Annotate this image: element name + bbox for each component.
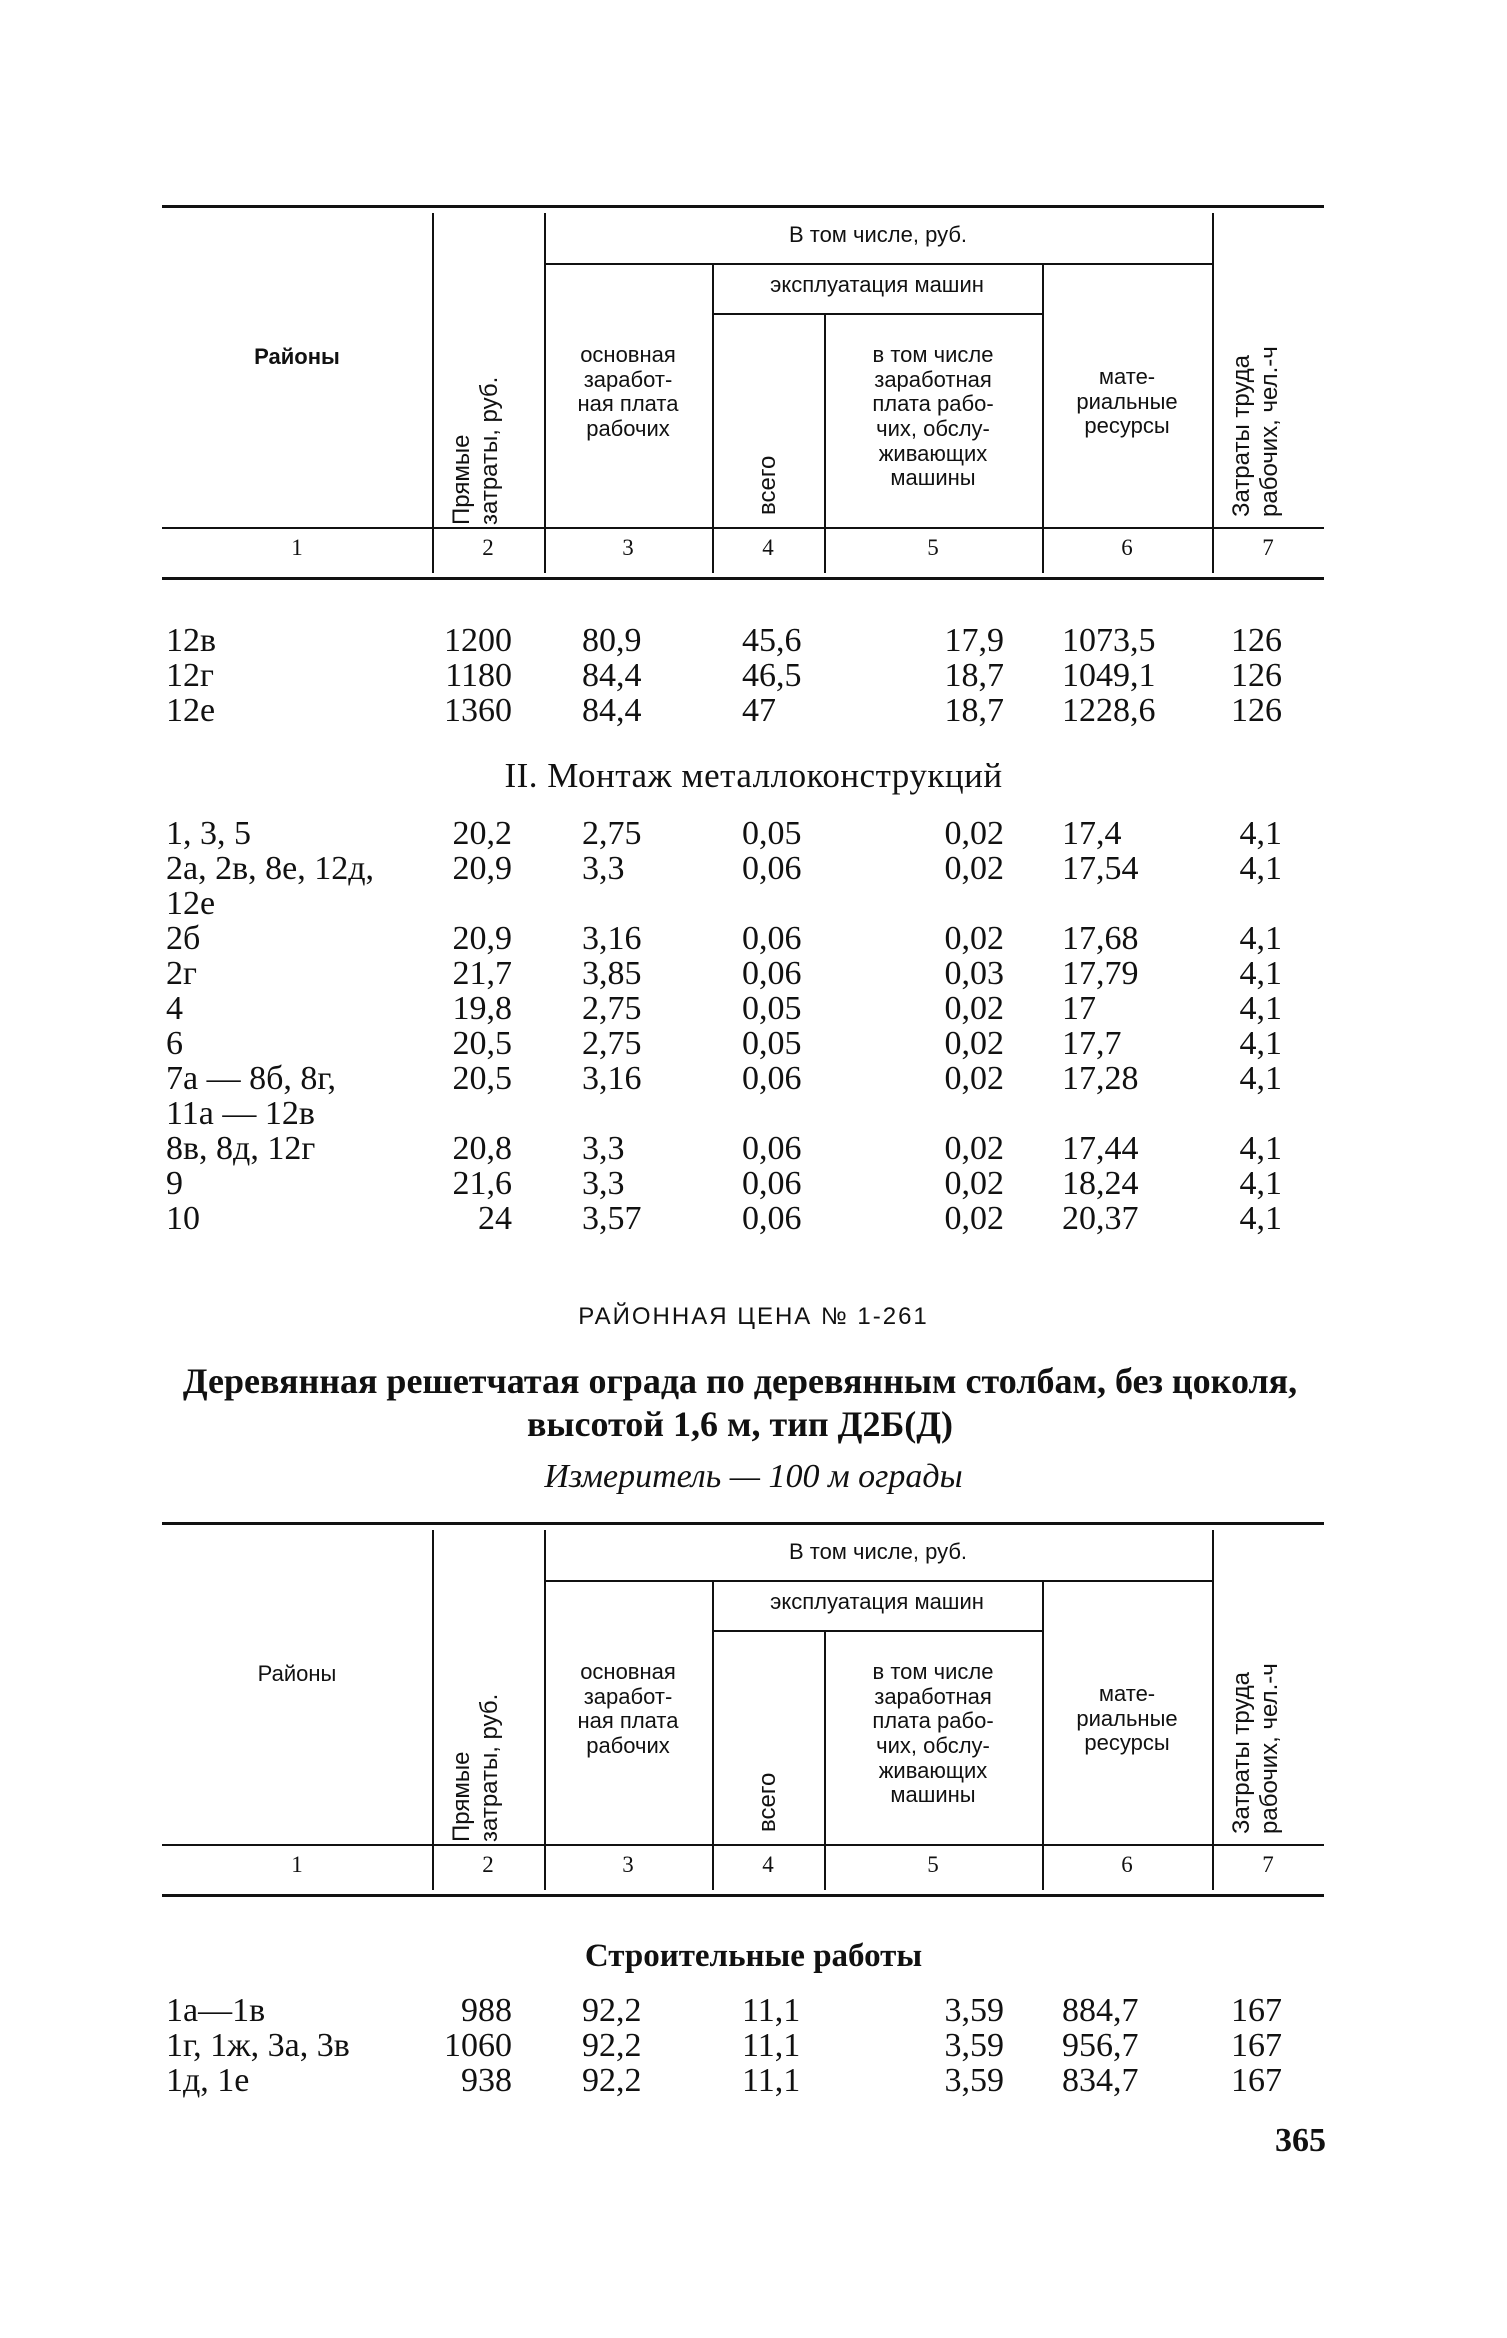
cell-machine-wages: 0,02 bbox=[944, 920, 1004, 957]
main-title: Деревянная решетчатая ограда по деревянным столбам, без цоколя, высотой 1,6 м, тип Д2Б(Д) bbox=[182, 1361, 1298, 1445]
cell-machine-total: 0,05 bbox=[742, 815, 802, 852]
table-row bbox=[162, 850, 1324, 886]
cell-machine-total: 0,06 bbox=[742, 1060, 802, 1097]
column-number: 3 bbox=[622, 1852, 634, 1877]
table-row bbox=[162, 990, 1324, 1026]
cell-base-wages: 3,57 bbox=[582, 1200, 642, 1237]
cell-labor: 167 bbox=[1231, 2062, 1282, 2099]
header-total: всего bbox=[754, 1772, 781, 1832]
cell-labor: 4,1 bbox=[1239, 1200, 1282, 1237]
column-number: 1 bbox=[291, 535, 303, 560]
header-direct-costs: Прямые затраты, руб. bbox=[448, 1693, 503, 1842]
cell-region: 1а—1в bbox=[166, 1992, 266, 2029]
column-number: 2 bbox=[482, 1852, 494, 1877]
header-labor: Затраты труда рабочих, чел.-ч bbox=[1228, 346, 1283, 517]
cell-materials: 17,4 bbox=[1062, 815, 1122, 852]
cell-machine-wages: 18,7 bbox=[944, 692, 1004, 729]
cell-base-wages: 92,2 bbox=[582, 2062, 642, 2099]
cell-machine-wages: 0,03 bbox=[944, 955, 1004, 992]
table-row bbox=[162, 1992, 1324, 2028]
cell-base-wages: 3,16 bbox=[582, 920, 642, 957]
table-row bbox=[162, 1060, 1324, 1096]
cell-labor: 4,1 bbox=[1239, 1130, 1282, 1167]
cell-materials: 884,7 bbox=[1062, 1992, 1139, 2029]
cell-direct-costs: 20,8 bbox=[452, 1130, 512, 1167]
header-including: В том числе, руб. bbox=[788, 1539, 968, 1564]
table-header bbox=[162, 1522, 1324, 1897]
cell-base-wages: 3,85 bbox=[582, 955, 642, 992]
cell-labor: 4,1 bbox=[1239, 920, 1282, 957]
header-machine-operation: эксплуатация машин bbox=[770, 1589, 984, 1614]
cell-machine-wages: 17,9 bbox=[944, 622, 1004, 659]
page-number: 365 bbox=[1275, 2122, 1326, 2159]
cell-base-wages: 2,75 bbox=[582, 990, 642, 1027]
cell-base-wages: 2,75 bbox=[582, 815, 642, 852]
table-row bbox=[162, 622, 1324, 658]
cell-base-wages: 84,4 bbox=[582, 692, 642, 729]
table-row bbox=[162, 1200, 1324, 1236]
cell-materials: 1228,6 bbox=[1062, 692, 1156, 729]
cell-base-wages: 80,9 bbox=[582, 622, 642, 659]
header-materials: мате- риальные ресурсы bbox=[1076, 364, 1178, 439]
cell-machine-total: 0,06 bbox=[742, 955, 802, 992]
cell-region: 1, 3, 5 bbox=[166, 815, 251, 852]
cell-machine-wages: 0,02 bbox=[944, 1060, 1004, 1097]
cell-region: 2г bbox=[166, 955, 197, 992]
table-row bbox=[162, 2027, 1324, 2063]
cell-region: 7а — 8б, 8г, bbox=[166, 1060, 336, 1097]
column-number: 4 bbox=[762, 1852, 774, 1877]
cell-direct-costs: 21,6 bbox=[452, 1165, 512, 1202]
cell-region: 6 bbox=[166, 1025, 183, 1062]
price-heading: РАЙОННАЯ ЦЕНА № 1-261 bbox=[578, 1303, 929, 1330]
table-row bbox=[162, 815, 1324, 851]
cell-labor: 126 bbox=[1231, 692, 1282, 729]
header-total: всего bbox=[754, 455, 781, 515]
cell-materials: 17,79 bbox=[1062, 955, 1139, 992]
cell-machine-wages: 0,02 bbox=[944, 1130, 1004, 1167]
subsection-title: Строительные работы bbox=[584, 1938, 923, 1974]
cell-labor: 4,1 bbox=[1239, 955, 1282, 992]
cell-direct-costs: 938 bbox=[461, 2062, 512, 2099]
table-header bbox=[162, 205, 1324, 580]
cell-machine-total: 0,06 bbox=[742, 850, 802, 887]
measure-unit: Измеритель — 100 м ограды bbox=[544, 1458, 963, 1495]
cell-materials: 18,24 bbox=[1062, 1165, 1139, 1202]
cell-region: 1д, 1е bbox=[166, 2062, 250, 2099]
header-base-wages: основная заработ- ная плата рабочих bbox=[577, 342, 679, 441]
cell-labor: 126 bbox=[1231, 622, 1282, 659]
table-row bbox=[162, 1025, 1324, 1061]
column-number: 6 bbox=[1121, 535, 1133, 560]
cell-materials: 17,68 bbox=[1062, 920, 1139, 957]
table-row bbox=[162, 692, 1324, 728]
column-number: 2 bbox=[482, 535, 494, 560]
cell-labor: 4,1 bbox=[1239, 850, 1282, 887]
cell-region: 12г bbox=[166, 657, 214, 694]
cell-labor: 167 bbox=[1231, 1992, 1282, 2029]
cell-materials: 17,7 bbox=[1062, 1025, 1122, 1062]
cell-direct-costs: 20,9 bbox=[452, 920, 512, 957]
cell-region: 11а — 12в bbox=[166, 1095, 315, 1132]
cell-region: 8в, 8д, 12г bbox=[166, 1130, 316, 1167]
cell-direct-costs: 1180 bbox=[445, 657, 512, 694]
cell-machine-wages: 0,02 bbox=[944, 815, 1004, 852]
column-number: 7 bbox=[1262, 1852, 1274, 1877]
cell-machine-total: 0,06 bbox=[742, 1200, 802, 1237]
cell-machine-total: 0,05 bbox=[742, 1025, 802, 1062]
cell-machine-wages: 18,7 bbox=[944, 657, 1004, 694]
cell-materials: 17,54 bbox=[1062, 850, 1139, 887]
cell-materials: 1073,5 bbox=[1062, 622, 1156, 659]
section-title: II. Монтаж металлоконструкций bbox=[504, 756, 1003, 795]
cell-direct-costs: 20,5 bbox=[452, 1025, 512, 1062]
table-row bbox=[162, 2062, 1324, 2098]
cell-materials: 956,7 bbox=[1062, 2027, 1139, 2064]
column-number: 7 bbox=[1262, 535, 1274, 560]
cell-region: 2б bbox=[166, 920, 201, 957]
cell-base-wages: 3,3 bbox=[582, 850, 625, 887]
cell-materials: 20,37 bbox=[1062, 1200, 1139, 1237]
column-number: 5 bbox=[927, 535, 939, 560]
cell-materials: 17,28 bbox=[1062, 1060, 1139, 1097]
header-regions: Районы bbox=[257, 1661, 337, 1686]
cell-base-wages: 3,16 bbox=[582, 1060, 642, 1097]
cell-machine-wages: 3,59 bbox=[944, 2062, 1004, 2099]
cell-direct-costs: 988 bbox=[461, 1992, 512, 2029]
cell-region: 9 bbox=[166, 1165, 183, 1202]
header-including: В том числе, руб. bbox=[788, 222, 968, 247]
cell-machine-wages: 0,02 bbox=[944, 1165, 1004, 1202]
column-number: 1 bbox=[291, 1852, 303, 1877]
cell-direct-costs: 21,7 bbox=[452, 955, 512, 992]
header-base-wages: основная заработ- ная плата рабочих bbox=[577, 1659, 679, 1758]
table-row bbox=[162, 1165, 1324, 1201]
cell-region: 4 bbox=[166, 990, 183, 1027]
cell-base-wages: 84,4 bbox=[582, 657, 642, 694]
cell-base-wages: 2,75 bbox=[582, 1025, 642, 1062]
cell-direct-costs: 1060 bbox=[444, 2027, 512, 2064]
cell-direct-costs: 1200 bbox=[444, 622, 512, 659]
cell-labor: 4,1 bbox=[1239, 1025, 1282, 1062]
cell-machine-wages: 0,02 bbox=[944, 850, 1004, 887]
cell-region: 10 bbox=[166, 1200, 200, 1237]
cell-base-wages: 92,2 bbox=[582, 1992, 642, 2029]
cell-machine-total: 0,06 bbox=[742, 920, 802, 957]
table-row-continuation bbox=[162, 1095, 1324, 1131]
column-number: 5 bbox=[927, 1852, 939, 1877]
cell-machine-wages: 0,02 bbox=[944, 1025, 1004, 1062]
cell-base-wages: 92,2 bbox=[582, 2027, 642, 2064]
table-row bbox=[162, 920, 1324, 956]
cell-machine-total: 46,5 bbox=[742, 657, 802, 694]
column-number: 4 bbox=[762, 535, 774, 560]
cell-materials: 834,7 bbox=[1062, 2062, 1139, 2099]
cell-direct-costs: 20,5 bbox=[452, 1060, 512, 1097]
cell-materials: 1049,1 bbox=[1062, 657, 1156, 694]
cell-machine-wages: 0,02 bbox=[944, 1200, 1004, 1237]
table-row bbox=[162, 1130, 1324, 1166]
table-row-continuation bbox=[162, 885, 1324, 921]
cell-machine-total: 45,6 bbox=[742, 622, 802, 659]
header-direct-costs: Прямые затраты, руб. bbox=[448, 376, 503, 525]
table-row bbox=[162, 657, 1324, 693]
cell-labor: 167 bbox=[1231, 2027, 1282, 2064]
cell-machine-total: 11,1 bbox=[742, 2027, 801, 2064]
cell-region: 1г, 1ж, 3а, 3в bbox=[166, 2027, 350, 2064]
cell-machine-wages: 3,59 bbox=[944, 2027, 1004, 2064]
cell-base-wages: 3,3 bbox=[582, 1165, 625, 1202]
cell-materials: 17,44 bbox=[1062, 1130, 1139, 1167]
cell-machine-total: 0,06 bbox=[742, 1165, 802, 1202]
column-number: 6 bbox=[1121, 1852, 1133, 1877]
cell-region: 12е bbox=[166, 692, 216, 729]
cell-region: 12е bbox=[166, 885, 216, 922]
cell-machine-total: 47 bbox=[742, 692, 776, 729]
cell-direct-costs: 1360 bbox=[444, 692, 512, 729]
cell-machine-wages: 0,02 bbox=[944, 990, 1004, 1027]
header-materials: мате- риальные ресурсы bbox=[1076, 1681, 1178, 1756]
header-labor: Затраты труда рабочих, чел.-ч bbox=[1228, 1663, 1283, 1834]
cell-labor: 4,1 bbox=[1239, 1165, 1282, 1202]
cell-machine-total: 11,1 bbox=[742, 1992, 801, 2029]
cell-base-wages: 3,3 bbox=[582, 1130, 625, 1167]
cell-machine-total: 11,1 bbox=[742, 2062, 801, 2099]
cell-direct-costs: 24 bbox=[478, 1200, 512, 1237]
cell-region: 2а, 2в, 8е, 12д, bbox=[166, 850, 375, 887]
cell-materials: 17 bbox=[1062, 990, 1096, 1027]
cell-region: 12в bbox=[166, 622, 217, 659]
header-including-wages: в том числе заработная плата рабо- чих, обслу- живающих машины bbox=[872, 342, 994, 491]
cell-direct-costs: 20,2 bbox=[452, 815, 512, 852]
cell-machine-total: 0,06 bbox=[742, 1130, 802, 1167]
header-regions: Районы bbox=[254, 344, 340, 369]
cell-machine-wages: 3,59 bbox=[944, 1992, 1004, 2029]
header-machine-operation: эксплуатация машин bbox=[770, 272, 984, 297]
cell-direct-costs: 19,8 bbox=[452, 990, 512, 1027]
cell-labor: 4,1 bbox=[1239, 1060, 1282, 1097]
cell-machine-total: 0,05 bbox=[742, 990, 802, 1027]
cell-labor: 126 bbox=[1231, 657, 1282, 694]
cell-labor: 4,1 bbox=[1239, 815, 1282, 852]
table-row bbox=[162, 955, 1324, 991]
cell-direct-costs: 20,9 bbox=[452, 850, 512, 887]
column-number: 3 bbox=[622, 535, 634, 560]
header-including-wages: в том числе заработная плата рабо- чих, обслу- живающих машины bbox=[872, 1659, 994, 1808]
cell-labor: 4,1 bbox=[1239, 990, 1282, 1027]
